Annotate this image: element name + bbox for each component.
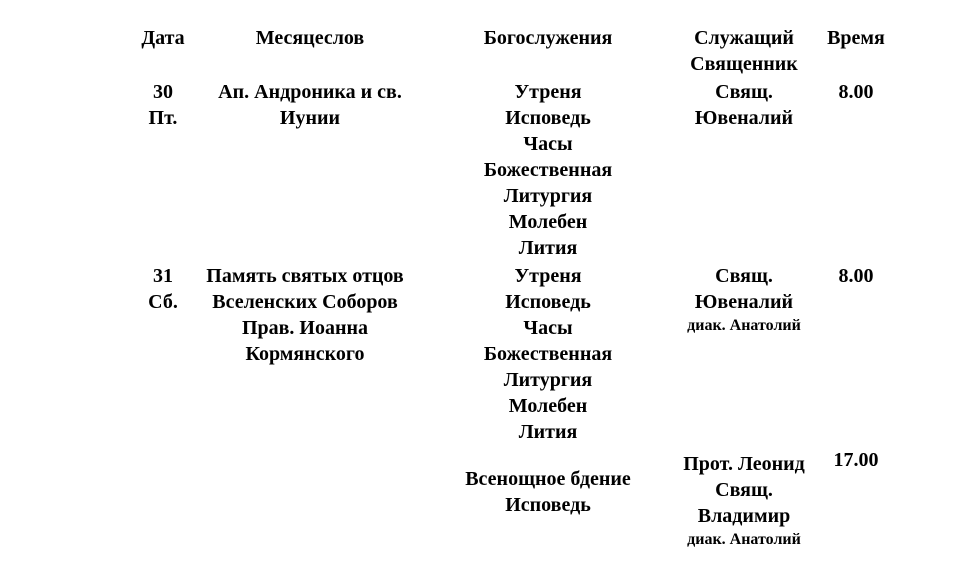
row-3-deacon: диак. Анатолий <box>687 531 801 548</box>
row-2-celebrant: Свящ. Ювеналий диак. Анатолий <box>660 263 828 337</box>
header-services: Богослужения <box>483 27 613 49</box>
row-2-menologion: Память святых отцов Вселенских Соборов Прав. Иоанна Кормянского <box>206 265 404 365</box>
row-3-services: Всенощное бдение Исповедь <box>465 468 631 516</box>
row-2-deacon: диак. Анатолий <box>687 317 801 334</box>
row-2-services: Утреня Исповедь Часы Божественная Литургия Молебен Лития <box>483 265 613 443</box>
row-2-time: 8.00 <box>838 265 874 287</box>
row-1-menologion: Ап. Андроника и св. Иунии <box>218 81 402 129</box>
row-1-services: Утреня Исповедь Часы Божественная Литургия Молебен Лития <box>483 81 613 259</box>
row-1-date: 30 Пт. <box>148 81 178 129</box>
row-3-time: 17.00 <box>833 449 879 471</box>
row-1-time: 8.00 <box>838 81 874 103</box>
header-celebrant: Служащий Священник <box>690 27 798 75</box>
header-time: Время <box>827 27 885 49</box>
row-3-celebrant: Прот. Леонид Свящ. Владимир диак. Анатолий <box>650 451 838 551</box>
row-2-date: 31 Сб. <box>148 265 178 313</box>
header-menologion: Месяцеслов <box>255 27 365 49</box>
row-1-celebrant: Свящ. Ювеналий <box>694 81 794 129</box>
header-date: Дата <box>141 27 185 49</box>
